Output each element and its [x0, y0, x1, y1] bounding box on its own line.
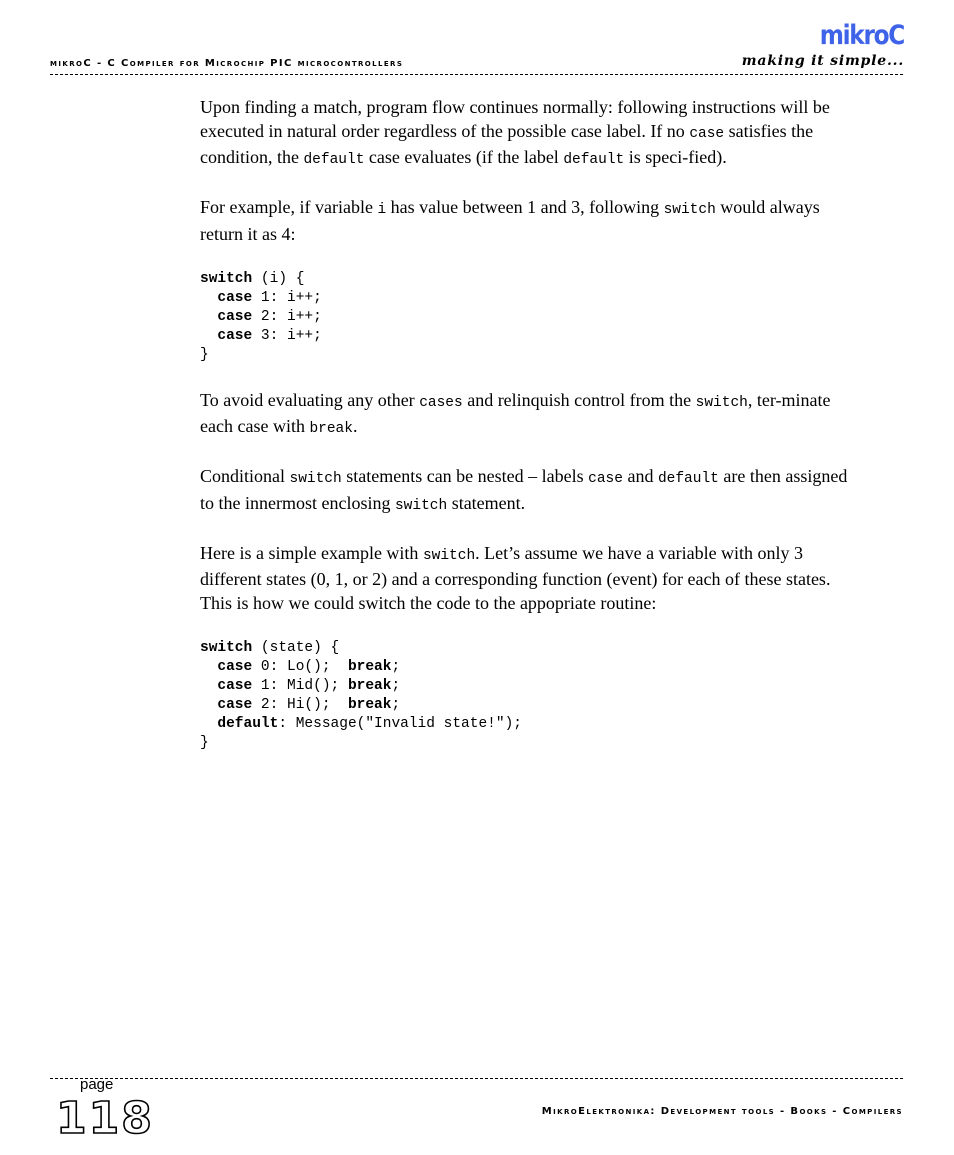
code-block-2 [200, 639, 860, 753]
code-line: case 0: Lo(); break; [217, 658, 401, 675]
code-line: case 2: i++; [217, 308, 322, 325]
paragraph-1: Upon finding a match, program flow continues normally: following instructions will be executed in natural order regardless of the possible case label. If no case satisfies the condition, the default case evaluates (if the label default is speci-fied). [200, 97, 830, 168]
footer-title: MikroElektronika: Development tools - Books - Compilers [541, 1106, 903, 1117]
paragraph-2: For example, if variable i has value between 1 and 3, following switch would always return it as 4: [200, 197, 820, 244]
brand-logo: mikroC [819, 20, 904, 51]
page-label: page [80, 1076, 114, 1093]
header-title: mikroC - C Compiler for Microchip PIC microcontrollers [50, 58, 404, 69]
code-line: } [200, 346, 209, 363]
brand-slogan: making it simple... [741, 53, 904, 69]
code-line: switch (state) { [200, 639, 340, 656]
page-content [200, 96, 860, 777]
code-line: case 3: i++; [217, 327, 322, 344]
code-line: case 2: Hi(); break; [217, 696, 401, 713]
code-line: default: Message("Invalid state!"); [217, 715, 522, 732]
code-line: case 1: Mid(); break; [217, 677, 401, 694]
paragraph-4: Conditional switch statements can be nested – labels case and default are then assigned to the innermost enclosing switch statement. [200, 466, 848, 514]
code-block-1 [200, 270, 860, 365]
header-divider [50, 74, 903, 75]
paragraph-5: Here is a simple example with switch. Let’s assume we have a variable with only 3 different states (0, 1, or 2) and a corresponding function (event) for each of these states. This is how we could switch the code to the appopriate routine: [200, 542, 831, 613]
code-line: switch (i) { [200, 270, 305, 287]
code-line: case 1: i++; [217, 289, 322, 306]
footer-divider [50, 1078, 903, 1079]
paragraph-3: To avoid evaluating any other cases and relinquish control from the switch, ter-minate each case with break. [200, 389, 831, 437]
code-line: } [200, 734, 209, 751]
page-number: 118 [56, 1093, 154, 1144]
